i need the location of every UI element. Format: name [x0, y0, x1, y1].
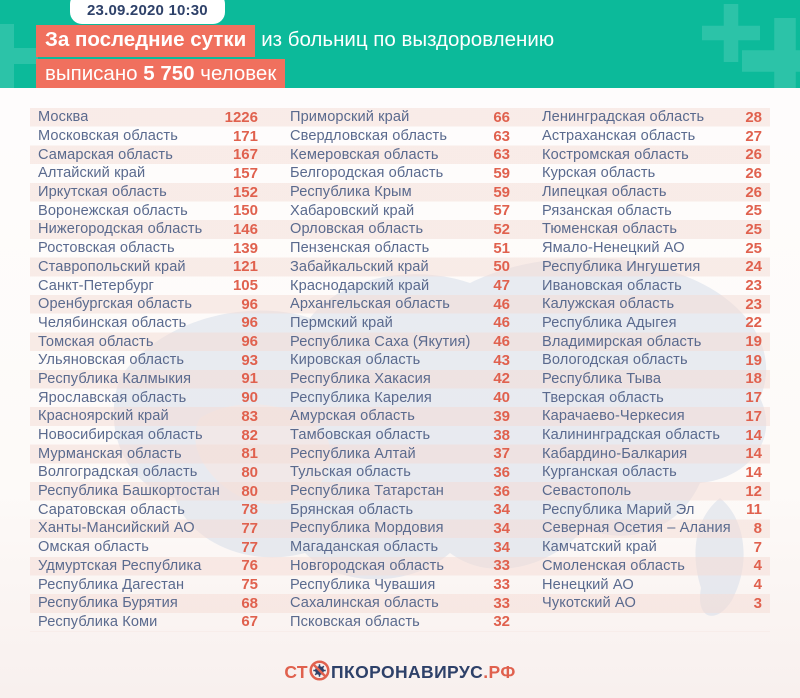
region-value: 52	[493, 220, 510, 238]
region-name: Мурманская область	[38, 445, 182, 462]
region-name: Республика Чувашия	[290, 576, 436, 593]
region-value: 80	[241, 463, 258, 481]
region-name: Архангельская область	[290, 296, 450, 313]
region-value: 96	[241, 295, 258, 313]
table-row	[30, 575, 266, 594]
region-name: Кабардино-Балкария	[542, 445, 688, 462]
region-value: 17	[745, 389, 762, 407]
logo-prefix: СТ	[284, 661, 309, 682]
region-name: Севастополь	[542, 483, 632, 500]
region-value: 34	[493, 501, 510, 519]
table-row	[30, 426, 266, 445]
people-label: человек	[194, 62, 277, 85]
table-row	[534, 258, 770, 277]
regions-column-2	[282, 108, 518, 632]
region-name: Краснодарский край	[290, 277, 430, 294]
regions-section	[0, 88, 800, 698]
region-name: Оренбургская область	[38, 296, 193, 313]
table-row	[282, 258, 518, 277]
region-name: Республика Крым	[290, 184, 412, 201]
discharged-count: 5 750	[143, 62, 195, 85]
region-value: 18	[745, 370, 762, 388]
table-row	[282, 463, 518, 482]
region-name: Ямало-Ненецкий АО	[542, 240, 685, 257]
region-name: Сахалинская область	[290, 595, 439, 612]
medical-cross-icon	[742, 18, 800, 88]
table-row	[282, 164, 518, 183]
region-value: 23	[745, 277, 762, 295]
region-name: Республика Коми	[38, 613, 158, 630]
table-row	[30, 557, 266, 576]
table-row	[282, 220, 518, 239]
region-name: Волгоградская область	[38, 464, 198, 481]
table-row	[282, 426, 518, 445]
region-name: Ростовская область	[38, 240, 175, 257]
regions-column-1	[30, 108, 266, 632]
region-value: 46	[493, 314, 510, 332]
region-name: Брянская область	[290, 501, 414, 518]
region-value: 90	[241, 389, 258, 407]
region-name: Московская область	[38, 128, 178, 145]
headline-line-2	[36, 59, 554, 88]
region-value: 11	[746, 501, 762, 519]
region-value: 167	[232, 146, 258, 164]
region-name: Республика Марий Эл	[542, 501, 695, 518]
regions-table	[30, 108, 770, 632]
region-value: 7	[753, 538, 762, 556]
region-name: Алтайский край	[38, 165, 146, 182]
region-name: Республика Дагестан	[38, 576, 185, 593]
headline-highlight-1: За последние сутки	[36, 25, 255, 57]
table-row	[30, 407, 266, 426]
region-value: 78	[241, 501, 258, 519]
table-row	[534, 538, 770, 557]
table-row	[30, 463, 266, 482]
region-value: 4	[753, 576, 762, 594]
table-row	[30, 519, 266, 538]
region-name: Удмуртская Республика	[38, 557, 202, 574]
table-row	[30, 239, 266, 258]
region-name: Белгородская область	[290, 165, 444, 182]
table-row	[534, 444, 770, 463]
region-name: Смоленская область	[542, 557, 685, 574]
medical-cross-icon	[0, 24, 38, 88]
table-row	[30, 183, 266, 202]
region-name: Тюменская область	[542, 221, 678, 238]
table-row	[282, 295, 518, 314]
table-row	[30, 295, 266, 314]
region-name: Астраханская область	[542, 128, 696, 145]
table-row	[534, 519, 770, 538]
region-value: 59	[493, 164, 510, 182]
table-row	[30, 444, 266, 463]
table-row	[282, 538, 518, 557]
region-name: Республика Хакасия	[290, 370, 431, 387]
table-row	[282, 183, 518, 202]
discharged-label: выписано	[45, 62, 144, 85]
table-row	[534, 220, 770, 239]
region-name: Забайкальский край	[290, 258, 429, 275]
region-value: 17	[745, 407, 762, 425]
table-row	[282, 594, 518, 613]
region-name: Камчатский край	[542, 539, 657, 556]
region-name: Ханты-Мансийский АО	[38, 520, 195, 537]
region-name: Республика Алтай	[290, 445, 416, 462]
region-name: Республика Башкортостан	[38, 483, 220, 500]
region-name: Санкт-Петербург	[38, 277, 154, 294]
region-name: Карачаево-Черкесия	[542, 408, 685, 425]
region-name: Саратовская область	[38, 501, 185, 518]
region-name: Курганская область	[542, 464, 677, 481]
region-name: Томская область	[38, 333, 154, 350]
table-row	[534, 370, 770, 389]
region-name: Северная Осетия – Алания	[542, 520, 731, 537]
region-value: 14	[745, 463, 762, 481]
region-name: Красноярский край	[38, 408, 169, 425]
table-row	[282, 351, 518, 370]
region-name: Ульяновская область	[38, 352, 185, 369]
region-value: 14	[745, 426, 762, 444]
table-row	[282, 519, 518, 538]
table-row	[534, 183, 770, 202]
region-value: 157	[232, 164, 258, 182]
headline-highlight-2	[36, 59, 285, 88]
region-value: 26	[745, 183, 762, 201]
headline-rest: из больниц по выздоровлению	[261, 28, 555, 51]
table-row	[282, 127, 518, 146]
region-value: 150	[232, 202, 258, 220]
region-value: 105	[232, 277, 258, 295]
region-value: 19	[745, 333, 762, 351]
region-name: Республика Бурятия	[38, 595, 178, 612]
table-row	[534, 201, 770, 220]
table-row	[534, 557, 770, 576]
region-value: 40	[493, 389, 510, 407]
region-value: 28	[745, 108, 762, 126]
virus-icon	[309, 660, 330, 686]
region-value: 14	[745, 445, 762, 463]
region-name: Костромская область	[542, 146, 689, 163]
region-name: Кировская область	[290, 352, 421, 369]
region-name: Республика Мордовия	[290, 520, 444, 537]
table-row	[282, 482, 518, 501]
region-name: Нижегородская область	[38, 221, 203, 238]
headline-line-1	[36, 25, 554, 57]
region-value: 80	[241, 482, 258, 500]
table-row	[534, 332, 770, 351]
region-value: 38	[493, 426, 510, 444]
region-value: 3	[753, 594, 762, 612]
region-value: 27	[745, 127, 762, 145]
region-name: Чукотский АО	[542, 595, 636, 612]
region-value: 82	[241, 426, 258, 444]
region-value: 46	[493, 295, 510, 313]
region-value: 93	[241, 351, 258, 369]
table-row	[282, 314, 518, 333]
region-value: 67	[241, 613, 258, 631]
table-row	[282, 276, 518, 295]
region-value: 63	[493, 127, 510, 145]
table-row	[534, 295, 770, 314]
table-row	[534, 407, 770, 426]
region-value: 42	[493, 370, 510, 388]
table-row	[30, 314, 266, 333]
region-name: Республика Карелия	[290, 389, 432, 406]
region-value: 32	[493, 613, 510, 631]
region-value: 1226	[224, 108, 258, 126]
region-value: 57	[493, 202, 510, 220]
table-row	[30, 164, 266, 183]
region-value: 43	[493, 351, 510, 369]
region-value: 50	[493, 258, 510, 276]
region-name: Новгородская область	[290, 557, 445, 574]
region-value: 25	[745, 220, 762, 238]
table-row	[534, 108, 770, 127]
region-value: 77	[241, 519, 258, 537]
region-value: 121	[232, 258, 258, 276]
region-name: Магаданская область	[290, 539, 439, 556]
region-value: 23	[745, 295, 762, 313]
table-row	[534, 351, 770, 370]
region-name: Ненецкий АО	[542, 576, 634, 593]
region-value: 75	[241, 576, 258, 594]
region-value: 96	[241, 333, 258, 351]
region-name: Пермский край	[290, 314, 393, 331]
table-row	[30, 482, 266, 501]
table-row	[30, 370, 266, 389]
table-row	[534, 482, 770, 501]
region-name: Липецкая область	[542, 184, 667, 201]
region-name: Вологодская область	[542, 352, 688, 369]
table-row	[534, 463, 770, 482]
table-row	[282, 557, 518, 576]
region-name: Тамбовская область	[290, 427, 431, 444]
table-row	[30, 332, 266, 351]
region-value: 12	[745, 482, 762, 500]
table-row	[30, 145, 266, 164]
table-row	[282, 370, 518, 389]
region-value: 25	[745, 239, 762, 257]
region-name: Калужская область	[542, 296, 675, 313]
stopcoronavirus-logo	[0, 659, 800, 685]
region-name: Самарская область	[38, 146, 173, 163]
table-row	[534, 426, 770, 445]
regions-column-3	[534, 108, 770, 632]
table-row	[30, 594, 266, 613]
table-row	[282, 407, 518, 426]
table-row	[282, 108, 518, 127]
region-value: 152	[232, 183, 258, 201]
headline	[36, 25, 554, 88]
table-row	[534, 575, 770, 594]
region-name: Кемеровская область	[290, 146, 439, 163]
region-name: Республика Татарстан	[290, 483, 444, 500]
region-name: Воронежская область	[38, 202, 188, 219]
table-row	[30, 108, 266, 127]
region-value: 81	[241, 445, 258, 463]
region-value: 37	[493, 445, 510, 463]
table-row	[534, 127, 770, 146]
region-value: 171	[232, 127, 258, 145]
date-text: 23.09.2020 10:30	[87, 2, 208, 19]
region-name: Орловская область	[290, 221, 424, 238]
region-value: 4	[753, 557, 762, 575]
region-name: Ярославская область	[38, 389, 187, 406]
region-name: Свердловская область	[290, 128, 448, 145]
region-value: 66	[493, 108, 510, 126]
region-name: Приморский край	[290, 109, 410, 126]
region-name: Республика Саха (Якутия)	[290, 333, 471, 350]
table-row	[30, 220, 266, 239]
region-name: Ставропольский край	[38, 258, 186, 275]
region-value: 36	[493, 463, 510, 481]
region-value: 33	[493, 594, 510, 612]
region-name: Курская область	[542, 165, 656, 182]
region-name: Ивановская область	[542, 277, 682, 294]
table-row	[534, 145, 770, 164]
region-name: Рязанская область	[542, 202, 672, 219]
table-row	[30, 258, 266, 277]
region-value: 77	[241, 538, 258, 556]
region-value: 8	[753, 519, 762, 537]
region-value: 22	[745, 314, 762, 332]
table-row	[282, 575, 518, 594]
table-row	[282, 388, 518, 407]
table-row	[534, 500, 770, 519]
table-row	[30, 276, 266, 295]
region-name: Владимирская область	[542, 333, 702, 350]
region-name: Республика Тыва	[542, 370, 662, 387]
region-value: 146	[232, 220, 258, 238]
region-value: 46	[493, 333, 510, 351]
region-value: 19	[745, 351, 762, 369]
region-value: 139	[232, 239, 258, 257]
region-value: 33	[493, 576, 510, 594]
table-row	[30, 613, 266, 632]
region-value: 33	[493, 557, 510, 575]
region-value: 36	[493, 482, 510, 500]
region-value: 25	[745, 202, 762, 220]
region-value: 26	[745, 164, 762, 182]
region-value: 24	[745, 258, 762, 276]
table-row	[30, 538, 266, 557]
table-row	[282, 500, 518, 519]
region-name: Республика Ингушетия	[542, 258, 701, 275]
region-value: 63	[493, 146, 510, 164]
region-name: Республика Калмыкия	[38, 370, 192, 387]
region-value: 39	[493, 407, 510, 425]
date-badge	[70, 0, 225, 24]
region-name: Республика Адыгея	[542, 314, 677, 331]
logo-suffix: .РФ	[483, 661, 516, 682]
table-row	[282, 444, 518, 463]
region-name: Калининградская область	[542, 427, 721, 444]
table-row	[282, 239, 518, 258]
table-row	[30, 351, 266, 370]
table-row	[534, 164, 770, 183]
region-name: Иркутская область	[38, 184, 167, 201]
table-row	[534, 388, 770, 407]
table-row	[30, 388, 266, 407]
region-value: 47	[493, 277, 510, 295]
region-name: Пензенская область	[290, 240, 430, 257]
region-name: Хабаровский край	[290, 202, 415, 219]
table-row	[534, 239, 770, 258]
region-name: Омская область	[38, 539, 149, 556]
table-row	[534, 314, 770, 333]
logo-middle: ПКОРОНАВИРУС	[331, 661, 484, 682]
region-value: 34	[493, 519, 510, 537]
region-name: Челябинская область	[38, 314, 187, 331]
table-row	[282, 332, 518, 351]
region-name: Москва	[38, 109, 89, 126]
table-row	[534, 276, 770, 295]
region-name: Ленинградская область	[542, 109, 705, 126]
region-value: 59	[493, 183, 510, 201]
region-value: 96	[241, 314, 258, 332]
region-value: 34	[493, 538, 510, 556]
region-name: Псковская область	[290, 613, 420, 630]
region-name: Тульская область	[290, 464, 411, 481]
region-value: 76	[241, 557, 258, 575]
table-row	[30, 201, 266, 220]
region-value: 91	[241, 370, 258, 388]
table-row	[30, 500, 266, 519]
table-row	[30, 127, 266, 146]
region-name: Амурская область	[290, 408, 415, 425]
header-banner	[0, 0, 800, 88]
table-row	[282, 613, 518, 632]
region-value: 83	[241, 407, 258, 425]
table-row	[534, 594, 770, 613]
region-value: 51	[493, 239, 510, 257]
table-row	[282, 145, 518, 164]
region-value: 68	[241, 594, 258, 612]
region-name: Тверская область	[542, 389, 664, 406]
region-value: 26	[745, 146, 762, 164]
region-name: Новосибирская область	[38, 427, 203, 444]
table-row	[282, 201, 518, 220]
